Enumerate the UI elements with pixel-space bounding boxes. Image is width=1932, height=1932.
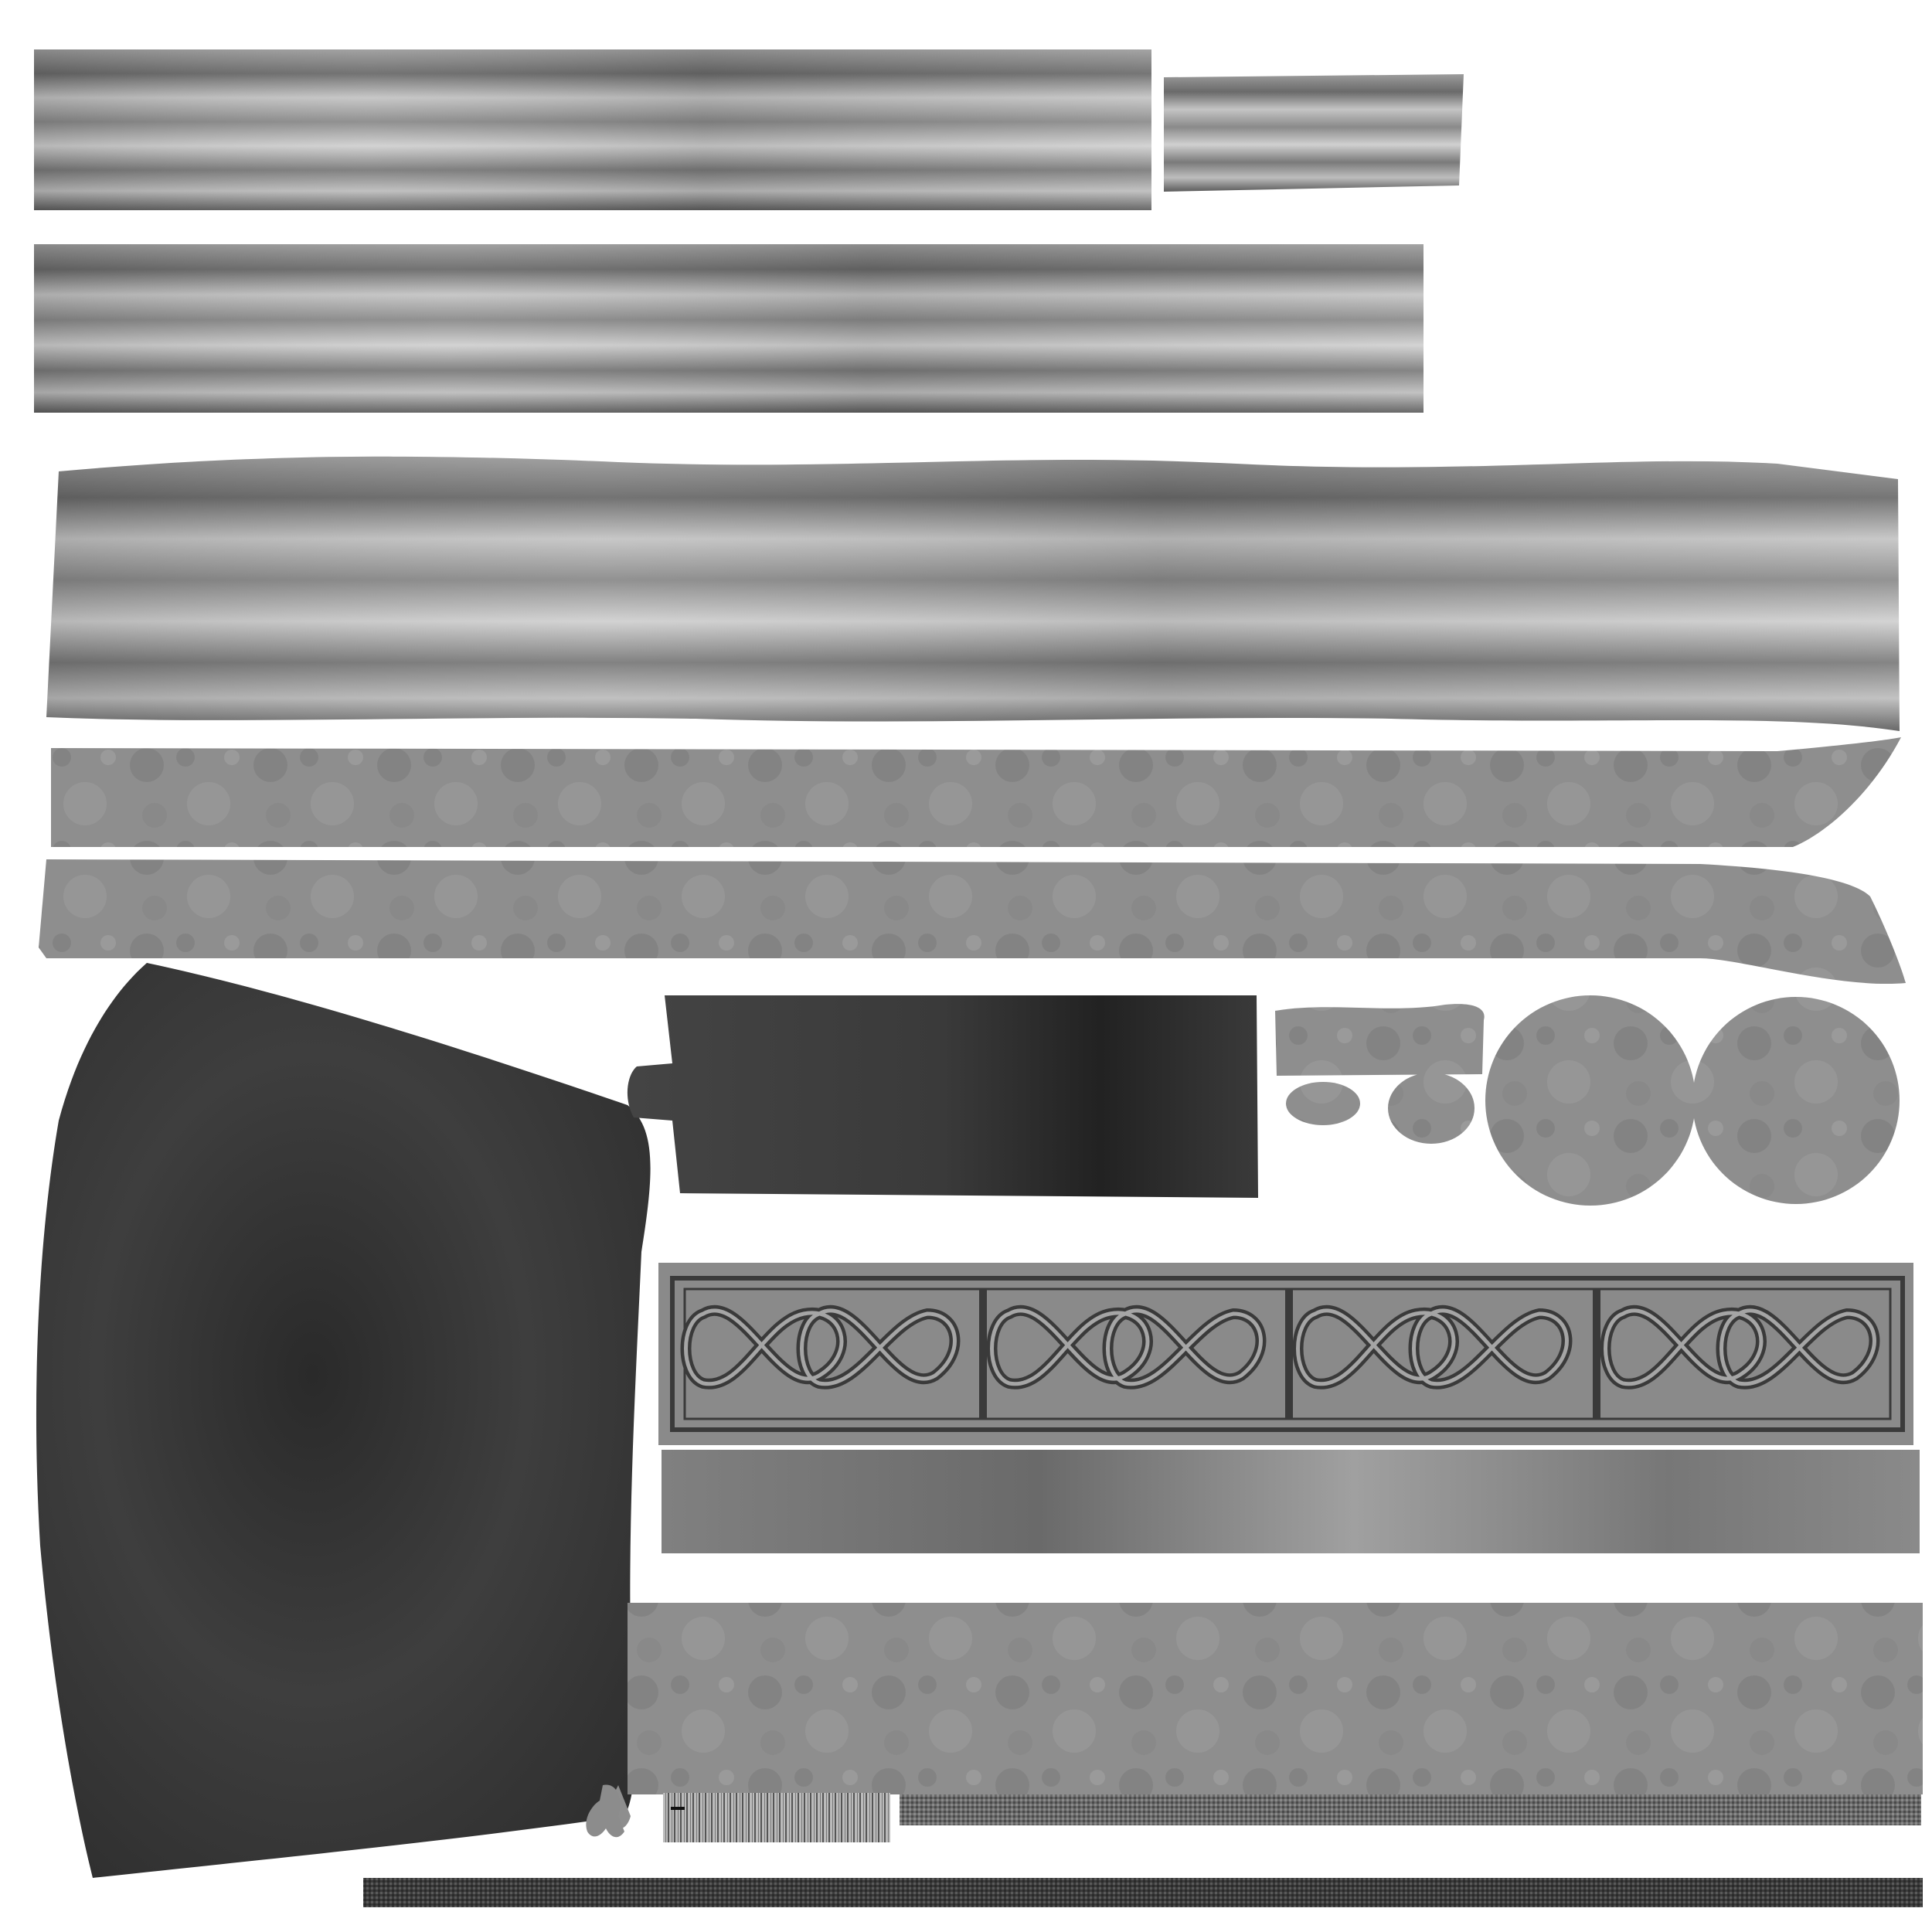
noise-strip-bottom [363,1878,1923,1907]
stone-strip-2 [39,859,1906,984]
cloth-strip-middle [34,244,1423,413]
stone-oval-medium [1388,1073,1475,1144]
cloth-strip-top [34,49,1151,210]
celtic-knot-band [658,1263,1913,1445]
stone-disc-left [1485,995,1696,1206]
stone-oval-small [1286,1082,1360,1125]
stone-disc-right [1692,997,1900,1204]
leather-panel-large [36,963,651,1878]
stone-patch-small [1275,1004,1485,1076]
cloth-sheet-large [46,457,1900,731]
leather-strip-grey [662,1450,1920,1553]
leather-panel-tab [628,995,1258,1198]
cloth-strip-small [1164,74,1464,192]
stone-strip-1 [51,737,1901,847]
